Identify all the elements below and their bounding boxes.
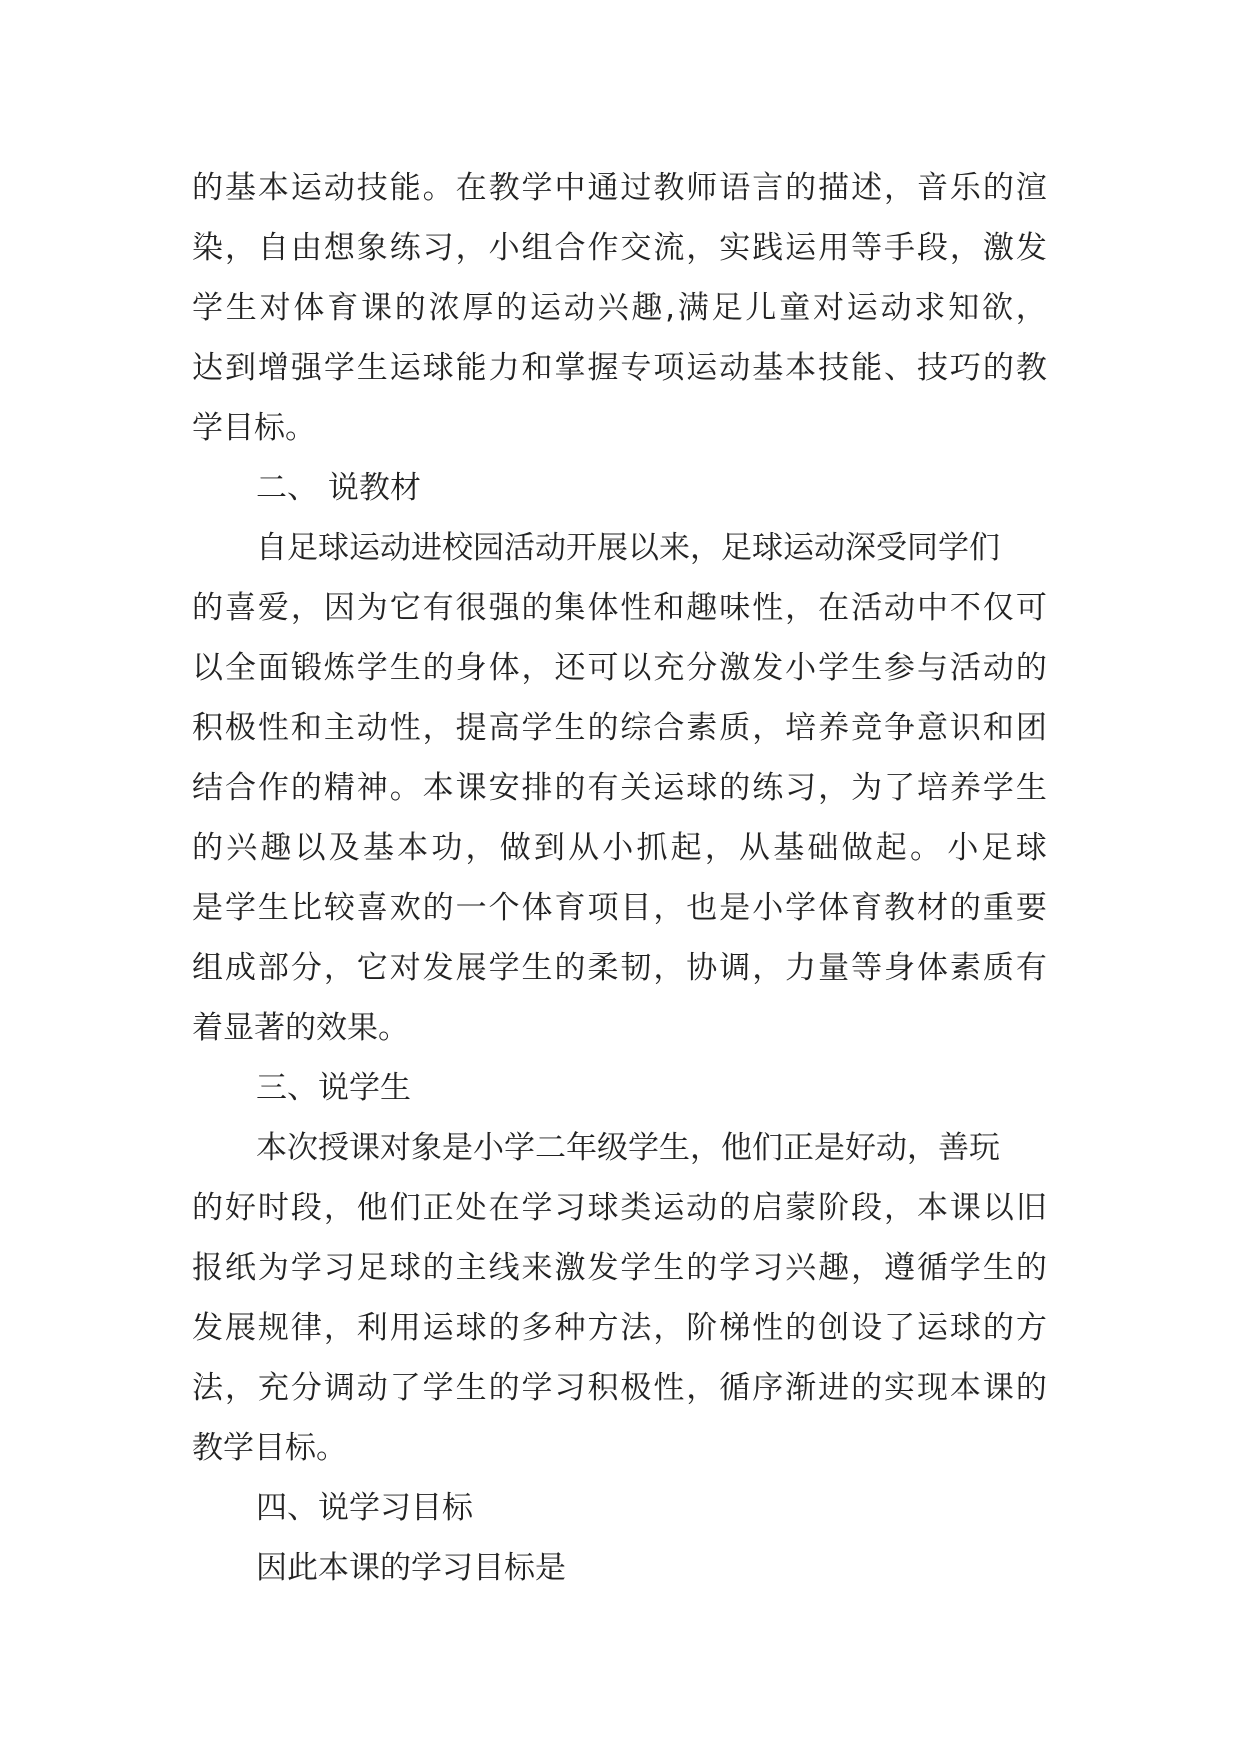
- paragraph-3-line: 法 ， 充 分 调 动 了 学 生 的 学 习 积 极 性 ， 循 序 渐 进 的 实 现 本 课 的: [192, 1370, 1047, 1406]
- paragraph-3-line: 本次授课对象是小学二年级学生，他们正是好动，善玩: [256, 1130, 1000, 1166]
- paragraph-1-line: 达 到 增 强 学 生 运 球 能 力 和 掌 握 专 项 运 动 基 本 技 能 、 技 巧 的 教: [192, 350, 1047, 386]
- paragraph-3-line: 发 展 规 律 ， 利 用 运 球 的 多 种 方 法 ， 阶 梯 性 的 创 设 了 运 球 的 方: [192, 1310, 1047, 1346]
- paragraph-3-line: 教学目标。: [192, 1430, 347, 1466]
- paragraph-1-line: 染 ， 自 由 想 象 练 习 ， 小 组 合 作 交 流 ， 实 践 运 用 等 手 段 ， 激 发: [192, 230, 1047, 266]
- paragraph-2-line: 的 喜 爱 ， 因 为 它 有 很 强 的 集 体 性 和 趣 味 性 ， 在 活 动 中 不 仅 可: [192, 590, 1047, 626]
- section-heading: 三、说学生: [256, 1070, 411, 1106]
- paragraph-1-line: 的 基 本 运 动 技 能 。 在 教 学 中 通 过 教 师 语 言 的 描 述 ， 音 乐 的 渲: [192, 170, 1047, 206]
- paragraph-2-line: 积 极 性 和 主 动 性 ， 提 高 学 生 的 综 合 素 质 ， 培 养 竞 争 意 识 和 团: [192, 710, 1047, 746]
- paragraph-3-line: 报 纸 为 学 习 足 球 的 主 线 来 激 发 学 生 的 学 习 兴 趣 ， 遵 循 学 生 的: [192, 1250, 1047, 1286]
- paragraph-1-line: 学 生 对 体 育 课 的 浓 厚 的 运 动 兴 趣 , 满 足 儿 童 对 运 动 求 知 欲 ，: [192, 290, 1047, 326]
- paragraph-2-line: 组 成 部 分 ， 它 对 发 展 学 生 的 柔 韧 ， 协 调 ， 力 量 等 身 体 素 质 有: [192, 950, 1047, 986]
- paragraph-2-line: 结 合 作 的 精 神 。 本 课 安 排 的 有 关 运 球 的 练 习 ， 为 了 培 养 学 生: [192, 770, 1047, 806]
- section-heading: 二、 说教材: [256, 470, 421, 506]
- paragraph-2-line: 的 兴 趣 以 及 基 本 功 ， 做 到 从 小 抓 起 ， 从 基 础 做 起 。 小 足 球: [192, 830, 1047, 866]
- paragraph-2-line: 着显著的效果。: [192, 1010, 409, 1046]
- paragraph-2-line: 自足球运动进校园活动开展以来，足球运动深受同学们: [256, 530, 1000, 566]
- section-heading: 四、说学习目标: [256, 1490, 473, 1526]
- paragraph-4-line: 因此本课的学习目标是: [256, 1550, 566, 1586]
- paragraph-2-line: 是 学 生 比 较 喜 欢 的 一 个 体 育 项 目 ， 也 是 小 学 体 育 教 材 的 重 要: [192, 890, 1047, 926]
- paragraph-3-line: 的 好 时 段 ， 他 们 正 处 在 学 习 球 类 运 动 的 启 蒙 阶 段 ， 本 课 以 旧: [192, 1190, 1047, 1226]
- paragraph-2-line: 以 全 面 锻 炼 学 生 的 身 体 ， 还 可 以 充 分 激 发 小 学 生 参 与 活 动 的: [192, 650, 1047, 686]
- paragraph-1-line: 学目标。: [192, 410, 316, 446]
